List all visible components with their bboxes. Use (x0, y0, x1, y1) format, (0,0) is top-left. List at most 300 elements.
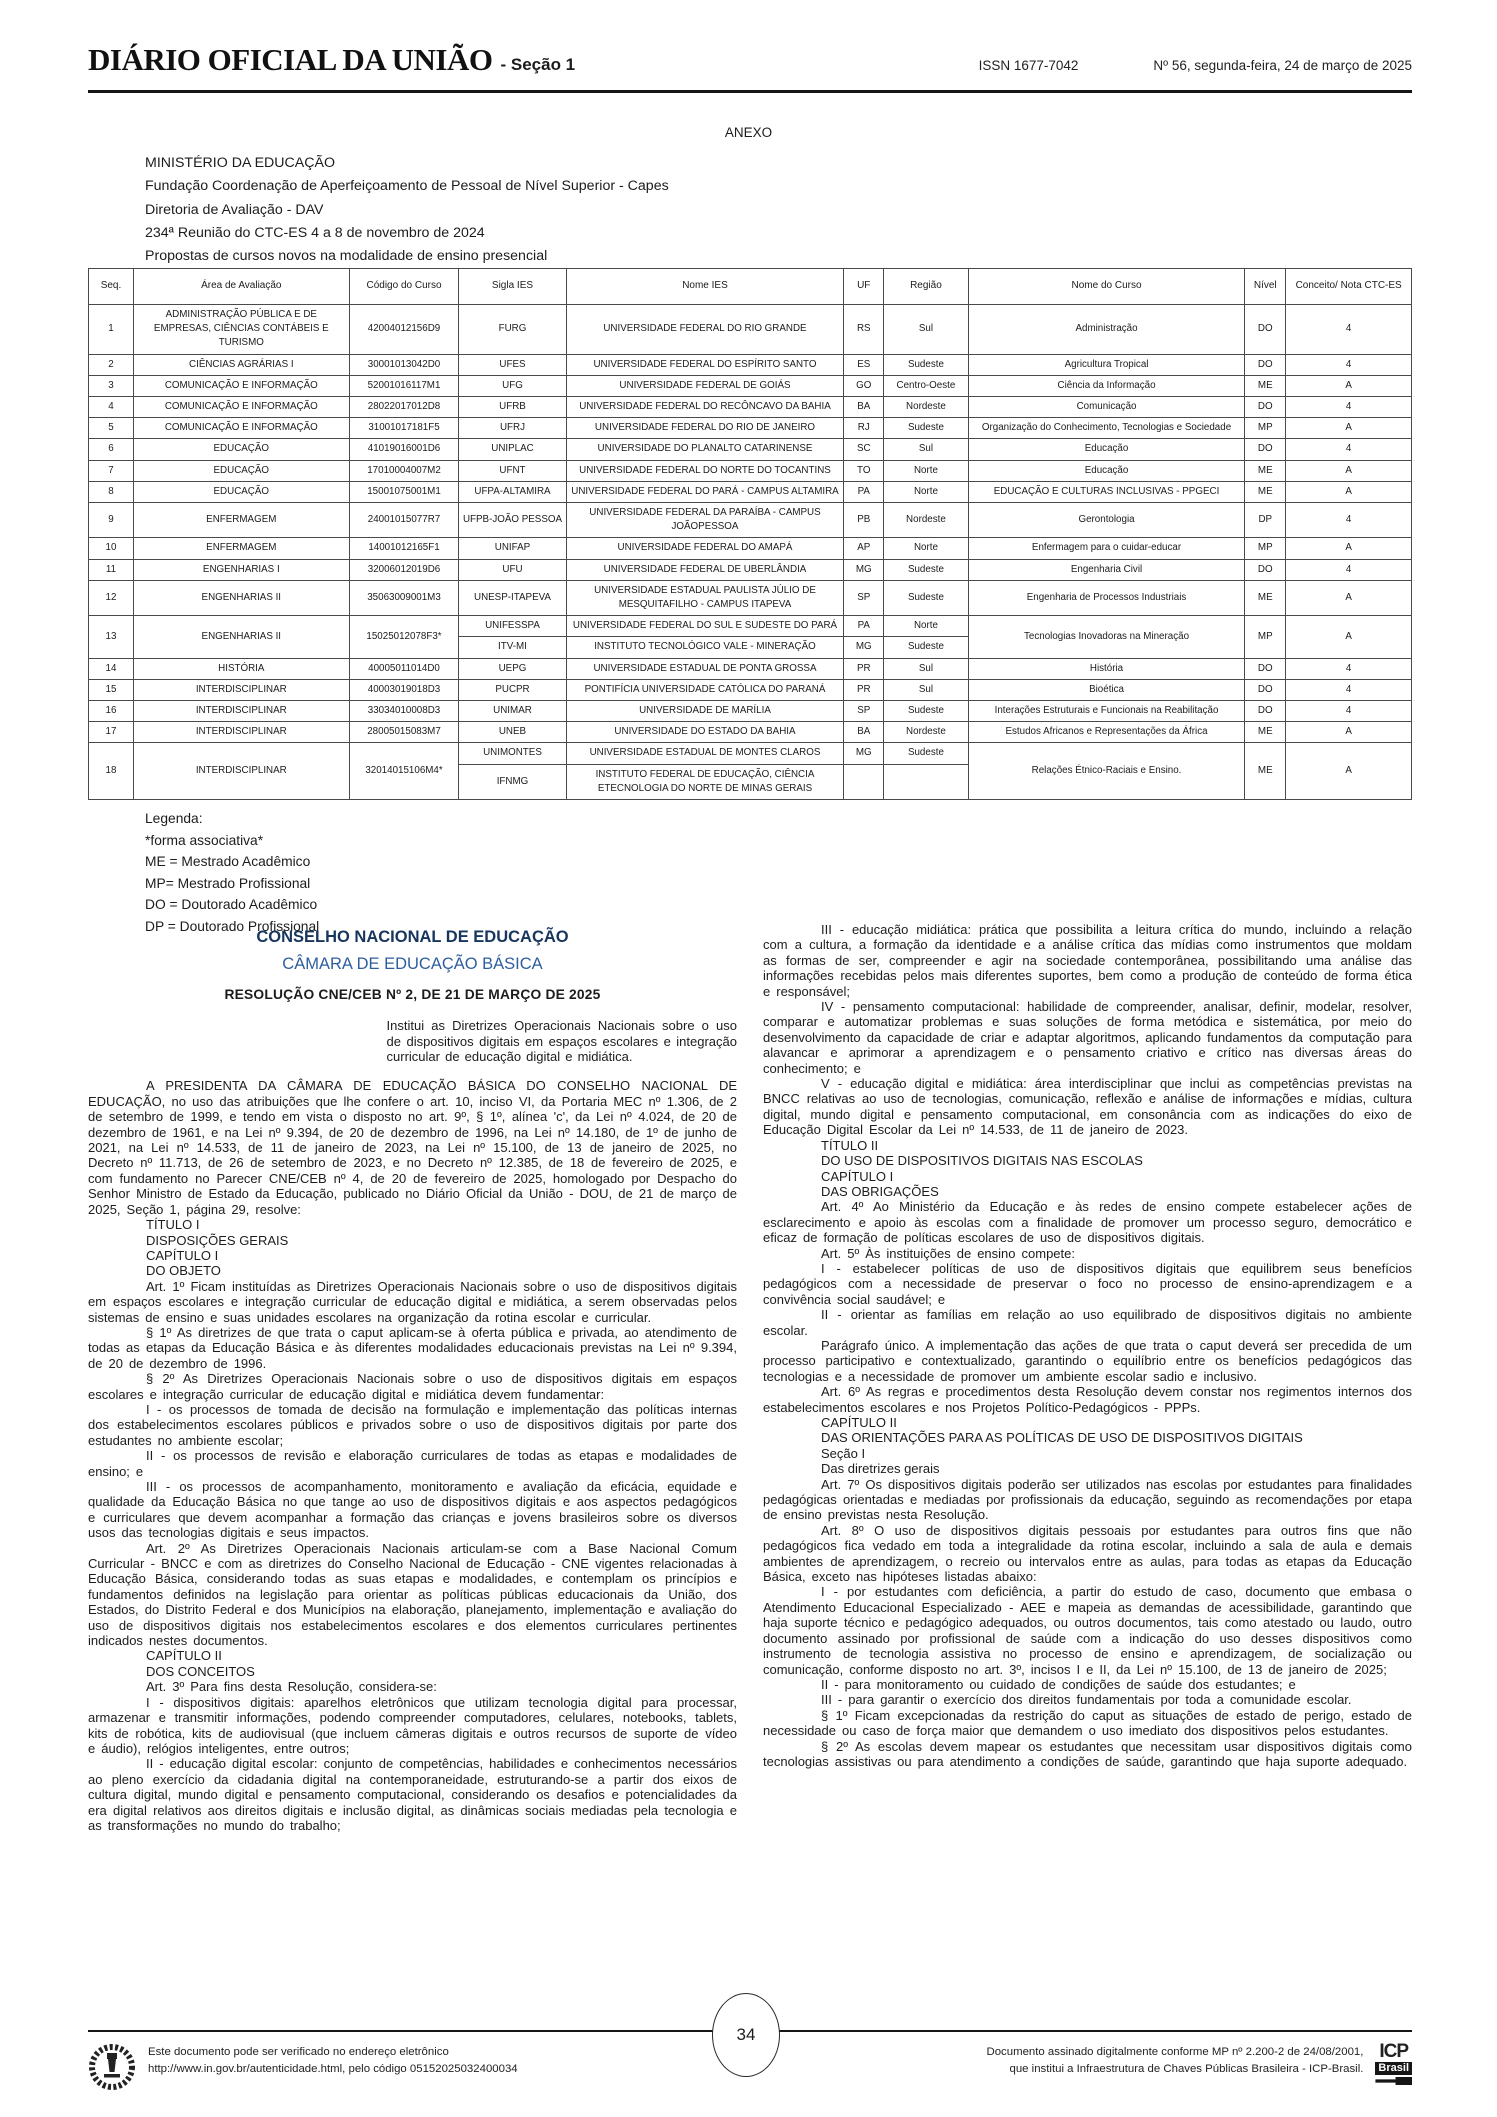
table-cell: PUCPR (459, 679, 566, 700)
table-cell: Sul (884, 658, 969, 679)
page-number: 34 (736, 2025, 756, 2044)
table-cell: RS (844, 305, 884, 355)
table-cell: 3 (89, 375, 134, 396)
table-cell: UFES (459, 354, 566, 375)
table-cell: Sul (884, 305, 969, 355)
column-header: Sigla IES (459, 269, 566, 305)
table-cell: História (968, 658, 1245, 679)
table-cell: UNIVERSIDADE FEDERAL DO RIO GRANDE (566, 305, 844, 355)
table-cell: Comunicação (968, 397, 1245, 418)
table-cell: HISTÓRIA (133, 658, 349, 679)
table-cell: UNIFESSPA (459, 616, 566, 637)
table-cell: DO (1245, 439, 1286, 460)
table-cell: EDUCAÇÃO E CULTURAS INCLUSIVAS - PPGECI (968, 481, 1245, 502)
paragraph: A PRESIDENTA DA CÂMARA DE EDUCAÇÃO BÁSICA DO CONSELHO NACIONAL DE EDUCAÇÃO, no uso das atribuições que lhe confere o art. 10, inciso VI, da Portaria MEC nº 1.306, de 2 de setembro de 1999, e tendo em vista o disposto no art. 9º, § 1º, alínea 'c', da Lei nº 4.024, de 20 de dezembro de 1961, e na Lei nº 9.394, de 20 de dezembro de 1996, na Lei nº 14.180, de 1º de junho de 2021, na Lei nº 14.533, de 11 de janeiro de 2023, na Lei nº 15.100, de 13 de janeiro de 2025, no Decreto nº 11.713, de 26 de setembro de 2023, e no Decreto nº 12.385, de 18 de fevereiro de 2025, e com fundamento no Parecer CNE/CEB nº 4, de 20 de fevereiro de 2025, homologado por Despacho do Senhor Ministro de Estado da Educação, publicado no Diário Oficial da União - DOU, de 21 de março de 2025, Seção 1, página 29, resolve: (88, 1078, 737, 1217)
table-cell: 28022017012D8 (349, 397, 459, 418)
table-cell: A (1286, 460, 1412, 481)
page-number-badge (712, 1993, 780, 2077)
paragraph: III - educação midiática: prática que possibilita a leitura crítica do mundo, incluindo a relação com a cultura, a formação da identidade e a análise crítica das mídias como instrumentos que moldam as formas de ser, compreender e agir na sociedade contemporânea, possibilitando uma análise das informações recebidas pelos mais diferentes suportes, bem como a produção de conteúdo de forma ética e responsável; (763, 922, 1412, 999)
section-heading: DISPOSIÇÕES GERAIS (146, 1232, 289, 1248)
legend-line: DO = Doutorado Acadêmico (145, 897, 318, 913)
section-heading: DO USO DE DISPOSITIVOS DIGITAIS NAS ESCOLAS (821, 1153, 1143, 1169)
table-row (89, 305, 1412, 355)
table-cell: INSTITUTO FEDERAL DE EDUCAÇÃO, CIÊNCIA ETECNOLOGIA DO NORTE DE MINAS GERAIS (566, 764, 844, 799)
table-row (89, 503, 1412, 538)
table-cell: COMUNICAÇÃO E INFORMAÇÃO (133, 397, 349, 418)
table-cell: 32014015106M4* (349, 743, 459, 800)
table-row (89, 616, 1412, 637)
paragraph: § 1º Ficam excepcionadas da restrição do caput as situações de estado de perigo, estado de necessidade ou caso de força maior que demandem o uso imediato dos dispositivos pelos estudantes. (763, 1707, 1412, 1739)
table-cell: UNIVERSIDADE ESTADUAL DE MONTES CLAROS (566, 743, 844, 764)
table-cell: DO (1245, 679, 1286, 700)
table-row (89, 375, 1412, 396)
table-cell: A (1286, 580, 1412, 615)
table-cell: 10 (89, 538, 134, 559)
table-cell: UNIMONTES (459, 743, 566, 764)
table-cell: 17 (89, 722, 134, 743)
section-heading: CAPÍTULO I (821, 1168, 894, 1184)
table-cell: UNIFAP (459, 538, 566, 559)
column-header: Região (884, 269, 969, 305)
table-cell: SC (844, 439, 884, 460)
section-heading: CAPÍTULO II (821, 1415, 897, 1430)
course-table-wrap (88, 268, 1412, 800)
paragraph: Art. 6º As regras e procedimentos desta Resolução devem constar nos regimentos internos dos estabelecimentos escolares e nos Projetos Político-Pedagógicos - PPPs. (763, 1384, 1412, 1415)
table-cell: Educação (968, 460, 1245, 481)
table-cell: 15 (89, 679, 134, 700)
table-cell: DO (1245, 397, 1286, 418)
masthead-title: DIÁRIO OFICIAL DA UNIÃO (88, 42, 493, 77)
table-cell: UNIVERSIDADE FEDERAL DO ESPÍRITO SANTO (566, 354, 844, 375)
key-icon (1375, 2077, 1412, 2085)
table-row (89, 658, 1412, 679)
column-header: Conceito/ Nota CTC-ES (1286, 269, 1412, 305)
table-cell: UNIVERSIDADE ESTADUAL PAULISTA JÚLIO DE MESQUITAFILHO - CAMPUS ITAPEVA (566, 580, 844, 615)
table-cell: COMUNICAÇÃO E INFORMAÇÃO (133, 375, 349, 396)
table-cell: 28005015083M7 (349, 722, 459, 743)
paragraph: Art. 4º Ao Ministério da Educação e às redes de ensino compete estabelecer ações de esclarecimento e apoio às escolas com a finalidade de promover um processo seguro, democrático e eficaz de formação de políticas escolares de uso de dispositivos digitais. (763, 1199, 1412, 1246)
paragraph: III - para garantir o exercício dos direitos fundamentais por toda a comunidade escolar. (821, 1692, 1352, 1708)
column-header: Nível (1245, 269, 1286, 305)
table-cell: UFNT (459, 460, 566, 481)
legend-block (145, 808, 319, 938)
table-cell: DO (1245, 305, 1286, 355)
table-cell: Nordeste (884, 722, 969, 743)
table-cell: UNIVERSIDADE FEDERAL DO PARÁ - CAMPUS ALTAMIRA (566, 481, 844, 502)
verification-line2: http://www.in.gov.br/autenticidade.html, pelo código 05152025032400034 (148, 2062, 518, 2075)
right-column (763, 922, 1412, 1833)
chamber-heading: CÂMARA DE EDUCAÇÃO BÁSICA (282, 955, 543, 974)
table-cell: 4 (1286, 305, 1412, 355)
table-cell: 14 (89, 658, 134, 679)
table-cell: ME (1245, 722, 1286, 743)
table-header-row (89, 269, 1412, 305)
column-header: Nome IES (566, 269, 844, 305)
table-cell: IFNMG (459, 764, 566, 799)
table-cell: SP (844, 580, 884, 615)
paragraph: § 2º As Diretrizes Operacionais Nacionais sobre o uso de dispositivos digitais em espaços escolares e integração curricular de educação digital e midiática devem fundamentar: (88, 1371, 737, 1402)
table-cell: 4 (1286, 354, 1412, 375)
table-cell: Engenharia Civil (968, 559, 1245, 580)
table-cell: Administração (968, 305, 1245, 355)
table-cell: UNIVERSIDADE FEDERAL DE GOIÁS (566, 375, 844, 396)
section-heading: DAS ORIENTAÇÕES PARA AS POLÍTICAS DE USO DE DISPOSITIVOS DIGITAIS (821, 1430, 1303, 1446)
table-cell: ENGENHARIAS II (133, 580, 349, 615)
table-cell: UNIVERSIDADE DO PLANALTO CATARINENSE (566, 439, 844, 460)
table-cell: Sul (884, 679, 969, 700)
table-cell: UNIVERSIDADE FEDERAL DO RIO DE JANEIRO (566, 418, 844, 439)
paragraph: I - os processos de tomada de decisão na formulação e implementação das políticas internas dos estabelecimentos escolares públicos e privados sobre o uso de dispositivos digitais por parte dos estudantes no ambiente escolar; (88, 1401, 737, 1448)
table-cell: Sudeste (884, 743, 969, 764)
table-row (89, 439, 1412, 460)
table-cell: 6 (89, 439, 134, 460)
footer-right (987, 2042, 1413, 2085)
table-row (89, 722, 1412, 743)
paragraph: I - por estudantes com deficiência, a partir do estudo de caso, documento que embasa o Atendimento Educacional Especializado - AEE e mapeia as demandas de acessibilidade, garantindo que haja suporte técnico e pedagógico adequados, ou outros documentos, tais como atestado ou laudo, outro documento assinado por profissional de saúde com a indicação do uso desses dispositivos como instrumento de tecnologia assistiva no processo de ensino e aprendizagem, de socialização ou comunicação, conforme disposto no art. 3º, incisos I e II, da Lei nº 15.100, de 13 de janeiro de 2025; (763, 1584, 1412, 1677)
table-row (89, 354, 1412, 375)
table-cell: Norte (884, 481, 969, 502)
table-cell: DO (1245, 658, 1286, 679)
table-cell: INTERDISCIPLINAR (133, 701, 349, 722)
signature-line2: que institui a Infraestrutura de Chaves Públicas Brasileira - ICP-Brasil. (1009, 2062, 1364, 2075)
table-cell: Norte (884, 460, 969, 481)
section-heading: Seção I (821, 1445, 866, 1461)
verification-text (148, 2042, 518, 2077)
intro-line: Fundação Coordenação de Aperfeiçoamento de Pessoal de Nível Superior - Capes (145, 178, 669, 195)
section-heading: TÍTULO II (821, 1137, 879, 1153)
table-cell: UNIVERSIDADE FEDERAL DO NORTE DO TOCANTINS (566, 460, 844, 481)
table-cell: A (1286, 538, 1412, 559)
table-cell: UNIVERSIDADE FEDERAL DO AMAPÁ (566, 538, 844, 559)
paragraph: II - os processos de revisão e elaboração curriculares de todas as etapas e modalidades de ensino; e (88, 1448, 737, 1479)
intro-line: Propostas de cursos novos na modalidade de ensino presencial (145, 248, 548, 265)
table-cell: Bioética (968, 679, 1245, 700)
table-cell: UFG (459, 375, 566, 396)
table-cell: UFPA-ALTAMIRA (459, 481, 566, 502)
legend-line: Legenda: (145, 811, 203, 826)
course-table-body (89, 305, 1412, 800)
table-cell: UNIVERSIDADE FEDERAL DO RECÔNCAVO DA BAHIA (566, 397, 844, 418)
table-cell: UNIPLAC (459, 439, 566, 460)
legend-line: ME = Mestrado Acadêmico (145, 854, 311, 870)
table-cell: 31001017181F5 (349, 418, 459, 439)
table-cell: EDUCAÇÃO (133, 439, 349, 460)
table-row (89, 481, 1412, 502)
paragraph: II - orientar as famílias em relação ao uso equilibrado de dispositivos digitais no ambiente escolar. (763, 1307, 1412, 1338)
intro-line: 234ª Reunião do CTC-ES 4 a 8 de novembro de 2024 (145, 224, 485, 241)
footer-left (88, 2042, 518, 2098)
table-cell: PB (844, 503, 884, 538)
table-cell: 33034010008D3 (349, 701, 459, 722)
section-label: - Seção 1 (500, 55, 576, 74)
table-cell: 17010004007M2 (349, 460, 459, 481)
table-cell: TO (844, 460, 884, 481)
table-cell: MG (844, 559, 884, 580)
table-cell: Sul (884, 439, 969, 460)
left-column (88, 922, 737, 1833)
table-cell: DO (1245, 559, 1286, 580)
table-row (89, 418, 1412, 439)
table-cell: 4 (1286, 397, 1412, 418)
table-cell: ME (1245, 375, 1286, 396)
table-cell: UFRJ (459, 418, 566, 439)
table-row (89, 538, 1412, 559)
icp-brasil-logo (1375, 2042, 1412, 2085)
table-row (89, 559, 1412, 580)
table-cell: Sudeste (884, 580, 969, 615)
table-cell: Gerontologia (968, 503, 1245, 538)
table-cell: UNIVERSIDADE ESTADUAL DE PONTA GROSSA (566, 658, 844, 679)
verification-line1: Este documento pode ser verificado no endereço eletrônico (148, 2046, 449, 2058)
table-cell: 4 (1286, 439, 1412, 460)
table-cell: DO (1245, 701, 1286, 722)
table-cell (844, 764, 884, 799)
table-cell: SP (844, 701, 884, 722)
table-cell: UNIVERSIDADE FEDERAL DE UBERLÂNDIA (566, 559, 844, 580)
table-cell: UEPG (459, 658, 566, 679)
column-header: UF (844, 269, 884, 305)
table-row (89, 580, 1412, 615)
table-cell: ENFERMAGEM (133, 538, 349, 559)
table-cell: Sudeste (884, 637, 969, 658)
table-cell: MG (844, 743, 884, 764)
edition-info: Nº 56, segunda-feira, 24 de março de 2025 (1153, 58, 1412, 73)
issn-number: ISSN 1677-7042 (978, 58, 1079, 73)
table-cell: Educação (968, 439, 1245, 460)
course-table (88, 268, 1412, 800)
resolution-title: RESOLUÇÃO CNE/CEB Nº 2, DE 21 DE MARÇO DE 2025 (224, 986, 601, 1002)
signature-text (987, 2042, 1364, 2077)
table-row (89, 743, 1412, 764)
table-cell: EDUCAÇÃO (133, 460, 349, 481)
table-cell: DP (1245, 503, 1286, 538)
table-cell: Engenharia de Processos Industriais (968, 580, 1245, 615)
table-cell: GO (844, 375, 884, 396)
table-cell: PR (844, 679, 884, 700)
left-column-body (88, 1078, 737, 1833)
table-cell: PA (844, 616, 884, 637)
table-row (89, 397, 1412, 418)
table-cell: INSTITUTO TECNOLÓGICO VALE - MINERAÇÃO (566, 637, 844, 658)
table-cell: BA (844, 722, 884, 743)
table-cell: MP (1245, 616, 1286, 658)
table-cell: ES (844, 354, 884, 375)
table-cell: Sudeste (884, 418, 969, 439)
legend-line: DP = Doutorado Profissional (145, 918, 320, 934)
table-cell: Organização do Conhecimento, Tecnologias e Sociedade (968, 418, 1245, 439)
table-cell: ENGENHARIAS II (133, 616, 349, 658)
table-cell: UNIVERSIDADE DE MARÍLIA (566, 701, 844, 722)
table-cell: 4 (1286, 559, 1412, 580)
table-row (89, 701, 1412, 722)
table-cell: PR (844, 658, 884, 679)
table-cell: 40005011014D0 (349, 658, 459, 679)
section-heading: Das diretrizes gerais (821, 1461, 940, 1477)
table-cell: 2 (89, 354, 134, 375)
table-cell: BA (844, 397, 884, 418)
table-cell: ME (1245, 460, 1286, 481)
table-cell: Nordeste (884, 503, 969, 538)
table-cell: 30001013042D0 (349, 354, 459, 375)
table-cell: UFPB-JOÃO PESSOA (459, 503, 566, 538)
table-cell: UNIVERSIDADE DO ESTADO DA BAHIA (566, 722, 844, 743)
table-cell: ME (1245, 481, 1286, 502)
table-cell: 1 (89, 305, 134, 355)
table-cell: Nordeste (884, 397, 969, 418)
section-heading: DO OBJETO (146, 1263, 221, 1279)
intro-line: Diretoria de Avaliação - DAV (145, 201, 324, 218)
table-cell: A (1286, 375, 1412, 396)
paragraph: I - dispositivos digitais: aparelhos eletrônicos que utilizam tecnologia digital para processar, armazenar e transmitir informações, podendo compreender computadores, celulares, notebooks, tablets, kits de robótica, kits de audiovisual (que incluem câmeras digitais e outros recursos de suporte de vídeo e áudio), relógios inteligentes, entre outros; (88, 1694, 737, 1756)
table-cell: 42004012156D9 (349, 305, 459, 355)
table-cell: INTERDISCIPLINAR (133, 679, 349, 700)
table-cell: EDUCAÇÃO (133, 481, 349, 502)
legend-line: MP= Mestrado Profissional (145, 875, 311, 891)
paragraph: Art. 1º Ficam instituídas as Diretrizes Operacionais Nacionais sobre o uso de dispositivos digitais em espaços escolares e integração curricular de educação digital e midiática, a serem observadas pelos sistemas de ensino e suas unidades escolares na organização da rotina escolar e curricular. (88, 1278, 737, 1325)
table-cell: COMUNICAÇÃO E INFORMAÇÃO (133, 418, 349, 439)
column-header: Código do Curso (349, 269, 459, 305)
table-cell: Relações Étnico-Raciais e Ensino. (968, 743, 1245, 800)
table-cell: A (1286, 418, 1412, 439)
table-cell: INTERDISCIPLINAR (133, 743, 349, 800)
section-heading: DAS OBRIGAÇÕES (821, 1183, 939, 1199)
table-cell: RJ (844, 418, 884, 439)
council-heading: CONSELHO NACIONAL DE EDUCAÇÃO (256, 928, 569, 946)
table-cell: INTERDISCIPLINAR (133, 722, 349, 743)
section-heading: CAPÍTULO I (146, 1247, 219, 1263)
section-heading: TÍTULO I (146, 1217, 200, 1233)
table-cell: ENGENHARIAS I (133, 559, 349, 580)
table-cell: PA (844, 481, 884, 502)
table-cell: 4 (89, 397, 134, 418)
table-cell: Tecnologias Inovadoras na Mineração (968, 616, 1245, 658)
table-cell: A (1286, 616, 1412, 658)
paragraph: I - estabelecer políticas de uso de dispositivos digitais que equilibrem seus benefícios pedagógicos com a necessidade de preservar o foco no processo de ensino-aprendizagem e a convivência social saudável; e (763, 1260, 1412, 1307)
annex-title: ANEXO (724, 125, 773, 140)
paragraph: Art. 2º As Diretrizes Operacionais Nacionais articulam-se com a Base Nacional Comum Curricular - BNCC e com as diretrizes do Conselho Nacional de Educação - CNE vigentes relacionadas à Educação Básica, considerando todas as suas etapas e modalidades, e contemplam os princípios e fundamentos definidos na legislação para orientar as políticas públicas educacionais da União, dos Estados, do Distrito Federal e dos Municípios na elaboração, planejamento, implementação e avaliação do uso de dispositivos digitais nos estabelecimentos escolares e dos elementos curriculares pertinentes indicados nestes documentos. (88, 1540, 737, 1649)
table-cell: UNEB (459, 722, 566, 743)
table-row (89, 679, 1412, 700)
table-cell: 15001075001M1 (349, 481, 459, 502)
paragraph: Art. 7º Os dispositivos digitais poderão ser utilizados nas escolas por estudantes para finalidades pedagógicas orientadas e mediadas por profissionais da educação, seguindo as recomendações por etapa de ensino previstas nesta Resolução. (763, 1476, 1412, 1523)
table-cell: 41019016001D6 (349, 439, 459, 460)
table-cell: MP (1245, 538, 1286, 559)
column-header: Área de Avaliação (133, 269, 349, 305)
paragraph: Art. 5º Às instituições de ensino compete: (821, 1245, 1075, 1261)
table-cell: A (1286, 743, 1412, 800)
table-cell: Sudeste (884, 701, 969, 722)
table-row (89, 460, 1412, 481)
icp-logo-top: ICP (1379, 2041, 1409, 2062)
table-cell: UNIVERSIDADE FEDERAL DA PARAÍBA - CAMPUS JOÃOPESSOA (566, 503, 844, 538)
table-cell: ME (1245, 580, 1286, 615)
table-cell: 14001012165F1 (349, 538, 459, 559)
table-cell: 52001016117M1 (349, 375, 459, 396)
table-cell: AP (844, 538, 884, 559)
paragraph: § 1º As diretrizes de que trata o caput aplicam-se à oferta pública e privada, ao atendimento de todas as etapas da Educação Básica e às diferentes modalidades educacionais previstas na Lei nº 9.394, de 20 de dezembro de 1996. (88, 1324, 737, 1371)
table-cell: 13 (89, 616, 134, 658)
table-cell: PONTIFÍCIA UNIVERSIDADE CATÓLICA DO PARANÁ (566, 679, 844, 700)
paragraph: II - para monitoramento ou cuidado de condições de saúde dos estudantes; e (821, 1676, 1296, 1692)
table-cell: 11 (89, 559, 134, 580)
table-cell: UNIVERSIDADE FEDERAL DO SUL E SUDESTE DO PARÁ (566, 616, 844, 637)
table-cell: 24001015077R7 (349, 503, 459, 538)
table-cell: ENFERMAGEM (133, 503, 349, 538)
table-cell: 5 (89, 418, 134, 439)
table-cell: Norte (884, 538, 969, 559)
table-cell: UFU (459, 559, 566, 580)
table-cell: 18 (89, 743, 134, 800)
table-cell: UFRB (459, 397, 566, 418)
table-cell: 8 (89, 481, 134, 502)
table-cell: 4 (1286, 701, 1412, 722)
table-cell: 7 (89, 460, 134, 481)
table-cell: 35063009001M3 (349, 580, 459, 615)
table-cell: ITV-MI (459, 637, 566, 658)
table-cell: 32006012019D6 (349, 559, 459, 580)
signature-line1: Documento assinado digitalmente conforme MP nº 2.200-2 de 24/08/2001, (986, 2046, 1364, 2058)
table-cell: A (1286, 481, 1412, 502)
table-cell: DO (1245, 354, 1286, 375)
legend-line: *forma associativa* (145, 832, 264, 848)
paragraph: II - educação digital escolar: conjunto de competências, habilidades e conhecimentos necessários ao pleno exercício da cidadania digital na contemporaneidade, estruturando-se a partir dos eixos de cultura digital, mundo digital e pensamento computacional, considerando os desafios e potencialidades da era digital relativos aos direitos digitais e inclusão digital, as dinâmicas sociais mediadas pela tecnologia e as transformações no mundo do trabalho; (88, 1756, 737, 1833)
table-cell: Norte (884, 616, 969, 637)
table-cell: MG (844, 637, 884, 658)
paragraph: V - educação digital e midiática: área interdisciplinar que inclui as competências previstas na BNCC relativas ao uso de tecnologias, comunicação, reflexão e análise de informações e mídias, cultura digital, mundo digital e pensamento computacional, em consonância com as indicações do eixo de Educação Digital Escolar da Lei nº 14.533, de 11 de janeiro de 2023. (763, 1076, 1412, 1138)
paragraph: III - os processos de acompanhamento, monitoramento e avaliação da eficácia, equidade e qualidade da Educação Básica no que tange ao uso de dispositivos digitais e aos aspectos pedagógicos e curriculares que devem acompanhar a formação das crianças e jovens brasileiros sobre os diversos usos das tecnologias digitais e seus impactos. (88, 1479, 737, 1541)
table-cell: Estudos Africanos e Representações da África (968, 722, 1245, 743)
imprensa-nacional-logo (88, 2042, 136, 2098)
resolution-columns (88, 922, 1412, 1833)
icp-logo-bottom: Brasil (1375, 2062, 1412, 2075)
column-header: Nome do Curso (968, 269, 1245, 305)
table-cell: Sudeste (884, 354, 969, 375)
table-cell: 15025012078F3* (349, 616, 459, 658)
table-cell: 9 (89, 503, 134, 538)
table-cell: Centro-Oeste (884, 375, 969, 396)
table-cell: Agricultura Tropical (968, 354, 1245, 375)
table-cell: FURG (459, 305, 566, 355)
table-cell: A (1286, 722, 1412, 743)
table-cell: 16 (89, 701, 134, 722)
table-cell: CIÊNCIAS AGRÁRIAS I (133, 354, 349, 375)
column-header: Seq. (89, 269, 134, 305)
resolution-ementa: Institui as Diretrizes Operacionais Nacionais sobre o uso de dispositivos digitais em espaços escolares e integração curricular de educação digital e midiática. (386, 1018, 737, 1065)
table-cell: MP (1245, 418, 1286, 439)
section-heading: DOS CONCEITOS (146, 1663, 255, 1679)
intro-line: MINISTÉRIO DA EDUCAÇÃO (145, 155, 335, 171)
table-cell: 4 (1286, 503, 1412, 538)
table-cell: Ciência da Informação (968, 375, 1245, 396)
page-header (88, 42, 1412, 93)
section-heading: CAPÍTULO II (146, 1648, 222, 1664)
table-cell: UNIMAR (459, 701, 566, 722)
table-cell: Sudeste (884, 559, 969, 580)
paragraph: IV - pensamento computacional: habilidade de compreender, analisar, definir, modelar, resolver, comparar e automatizar problemas e suas soluções de forma metódica e sistemática, por meio do desenvolvimento da capacidade de criar e adaptar algoritmos, aplicando fundamentos da computação para alavancar e aprimorar a aprendizagem e o pensamento criativo e crítico nas diversas áreas do conhecimento; e (763, 999, 1412, 1076)
table-cell (884, 764, 969, 799)
paragraph: § 2º As escolas devem mapear os estudantes que necessitam usar dispositivos digitais como tecnologias assistivas ou para atendimento a condições de saúde, garantindo que haja suporte adequado. (763, 1738, 1412, 1769)
table-cell: 12 (89, 580, 134, 615)
table-cell: Interações Estruturais e Funcionais na Reabilitação (968, 701, 1245, 722)
table-cell: ME (1245, 743, 1286, 800)
paragraph: Art. 3º Para fins desta Resolução, considera-se: (146, 1679, 437, 1695)
table-cell: 40003019018D3 (349, 679, 459, 700)
table-cell: 4 (1286, 679, 1412, 700)
annex-intro (145, 152, 669, 268)
paragraph: Parágrafo único. A implementação das ações de que trata o caput deverá ser precedida de um processo participativo e contextualizado, garantindo o equilíbrio entre os benefícios pedagógicos das tecnologias e a necessidade de promover um ambiente escolar sadio e inclusivo. (763, 1337, 1412, 1384)
table-cell: Enfermagem para o cuidar-educar (968, 538, 1245, 559)
table-cell: UNESP-ITAPEVA (459, 580, 566, 615)
